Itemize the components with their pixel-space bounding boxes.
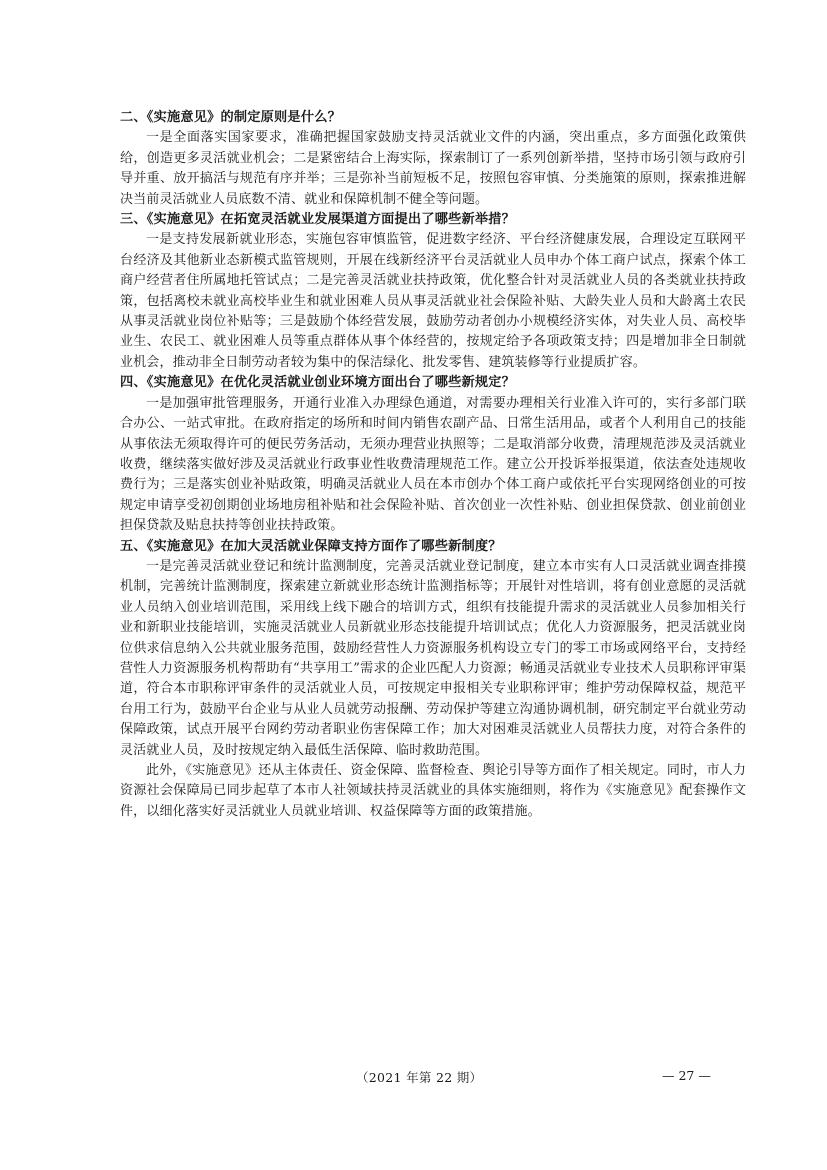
section-heading: 二、《实施意见》的制定原则是什么？ (120, 110, 341, 125)
section-heading: 三、《实施意见》在拓宽灵活就业发展渠道方面提出了哪些新举措？ (120, 212, 516, 228)
section-4 (120, 373, 746, 536)
issue-label: （2021 年第 22 期） (356, 1070, 483, 1085)
section-paragraph: 一是全面落实国家要求，准确把握国家鼓励支持灵活就业文件的内涵，突出重点，多方面强化政策供给，创造更多灵活就业机会；二是紧密结合上海实际，探索制订了一系列创新举措，坚持市场引领与政府引导并重、放开搞活与规范有序并举；三是弥补当前短板不足，按照包容审慎、分类施策的原则，探索推进解决当前灵活就业人员底数不清、就业和保障机制不健全等问题。 (120, 130, 746, 207)
section-paragraph: 一是支持发展新就业形态，实施包容审慎监管，促进数字经济、平台经济健康发展，合理设定互联网平台经济及其他新业态新模式监管规则，开展在线新经济平台灵活就业人员申办个体工商户试点，探索个体工商户经营者住所属地托管试点；二是完善灵活就业扶持政策，优化整合针对灵活就业人员的各类就业扶持政策，包括离校未就业高校毕业生和就业困难人员从事灵活就业社会保险补贴、大龄失业人员和大龄离土农民从事灵活就业岗位补贴等；三是鼓励个体经营发展，鼓励劳动者创办小规模经济实体，对失业人员、高校毕业生、农民工、就业困难人员等重点群体从事个体经营的，按规定给予各项政策支持；四是增加非全日制就业机会，推动非全日制劳动者较为集中的保洁绿化、批发零售、建筑装修等行业提质扩容。 (120, 232, 746, 370)
article-body (120, 108, 746, 822)
section-5 (120, 537, 746, 823)
section-paragraph: 一是加强审批管理服务，开通行业准入办理绿色通道，对需要办理相关行业准入许可的，实行多部门联合办公、一站式审批。在政府指定的场所和时间内销售农副产品、日常生活用品，或者个人利用自己的技能从事依法无须取得许可的便民劳务活动，无须办理营业执照等；二是取消部分收费，清理规范涉及灵活就业收费，继续落实做好涉及灵活就业行政事业性收费清理规范工作。建立公开投诉举报渠道，依法查处违规收费行为；三是落实创业补贴政策，明确灵活就业人员在本市创办个体工商户或依托平台实现网络创业的可按规定申请享受初创期创业场地房租补贴和社会保险补贴、首次创业一次性补贴、创业担保贷款、创业前创业担保贷款及贴息扶持等创业扶持政策。 (120, 395, 746, 534)
section-2 (120, 108, 746, 210)
page-number: — 27 — (662, 1068, 711, 1083)
section-heading: 五、《实施意见》在加大灵活就业保障支持方面作了哪些新制度？ (120, 538, 502, 554)
section-3 (120, 210, 746, 373)
section-paragraph: 一是完善灵活就业登记和统计监测制度，完善灵活就业登记制度，建立本市实有人口灵活就业调查排摸机制，完善统计监测制度，探索建立新就业形态统计监测指标等；开展针对性培训，将有创业意愿的灵活就业人员纳入创业培训范围，采用线上线下融合的培训方式，组织有技能提升需求的灵活就业人员参加相关行业和新职业技能培训，实施灵活就业人员新就业形态技能提升培训试点；优化人力资源服务，把灵活就业岗位供求信息纳入公共就业服务范围，鼓励经营性人力资源服务机构设立专门的零工市场或网络平台，支持经营性人力资源服务机构帮助有“共享用工”需求的企业匹配人力资源；畅通灵活就业专业技术人员职称评审渠道，符合本市职称评审条件的灵活就业人员，可按规定申报相关专业职称评审；维护劳动保障权益，规范平台用工行为，鼓励平台企业与从业人员就劳动报酬、劳动保护等建立沟通协调机制，研究制定平台就业劳动保障政策，试点开展平台网约劳动者职业伤害保障工作；加大对困难灵活就业人员帮扶力度，对符合条件的灵活就业人员，及时按规定纳入最低生活保障、临时救助范围。 (120, 558, 746, 758)
closing-paragraph: 此外，《实施意见》还从主体责任、资金保障、监督检查、舆论引导等方面作了相关规定。同时，市人力资源社会保障局已同步起草了本市人社领域扶持灵活就业的具体实施细则，将作为《实施意见》配套操作文件，以细化落实好灵活就业人员就业培训、权益保障等方面的政策措施。 (120, 763, 746, 819)
section-heading: 四、《实施意见》在优化灵活就业创业环境方面出台了哪些新规定？ (120, 375, 516, 391)
